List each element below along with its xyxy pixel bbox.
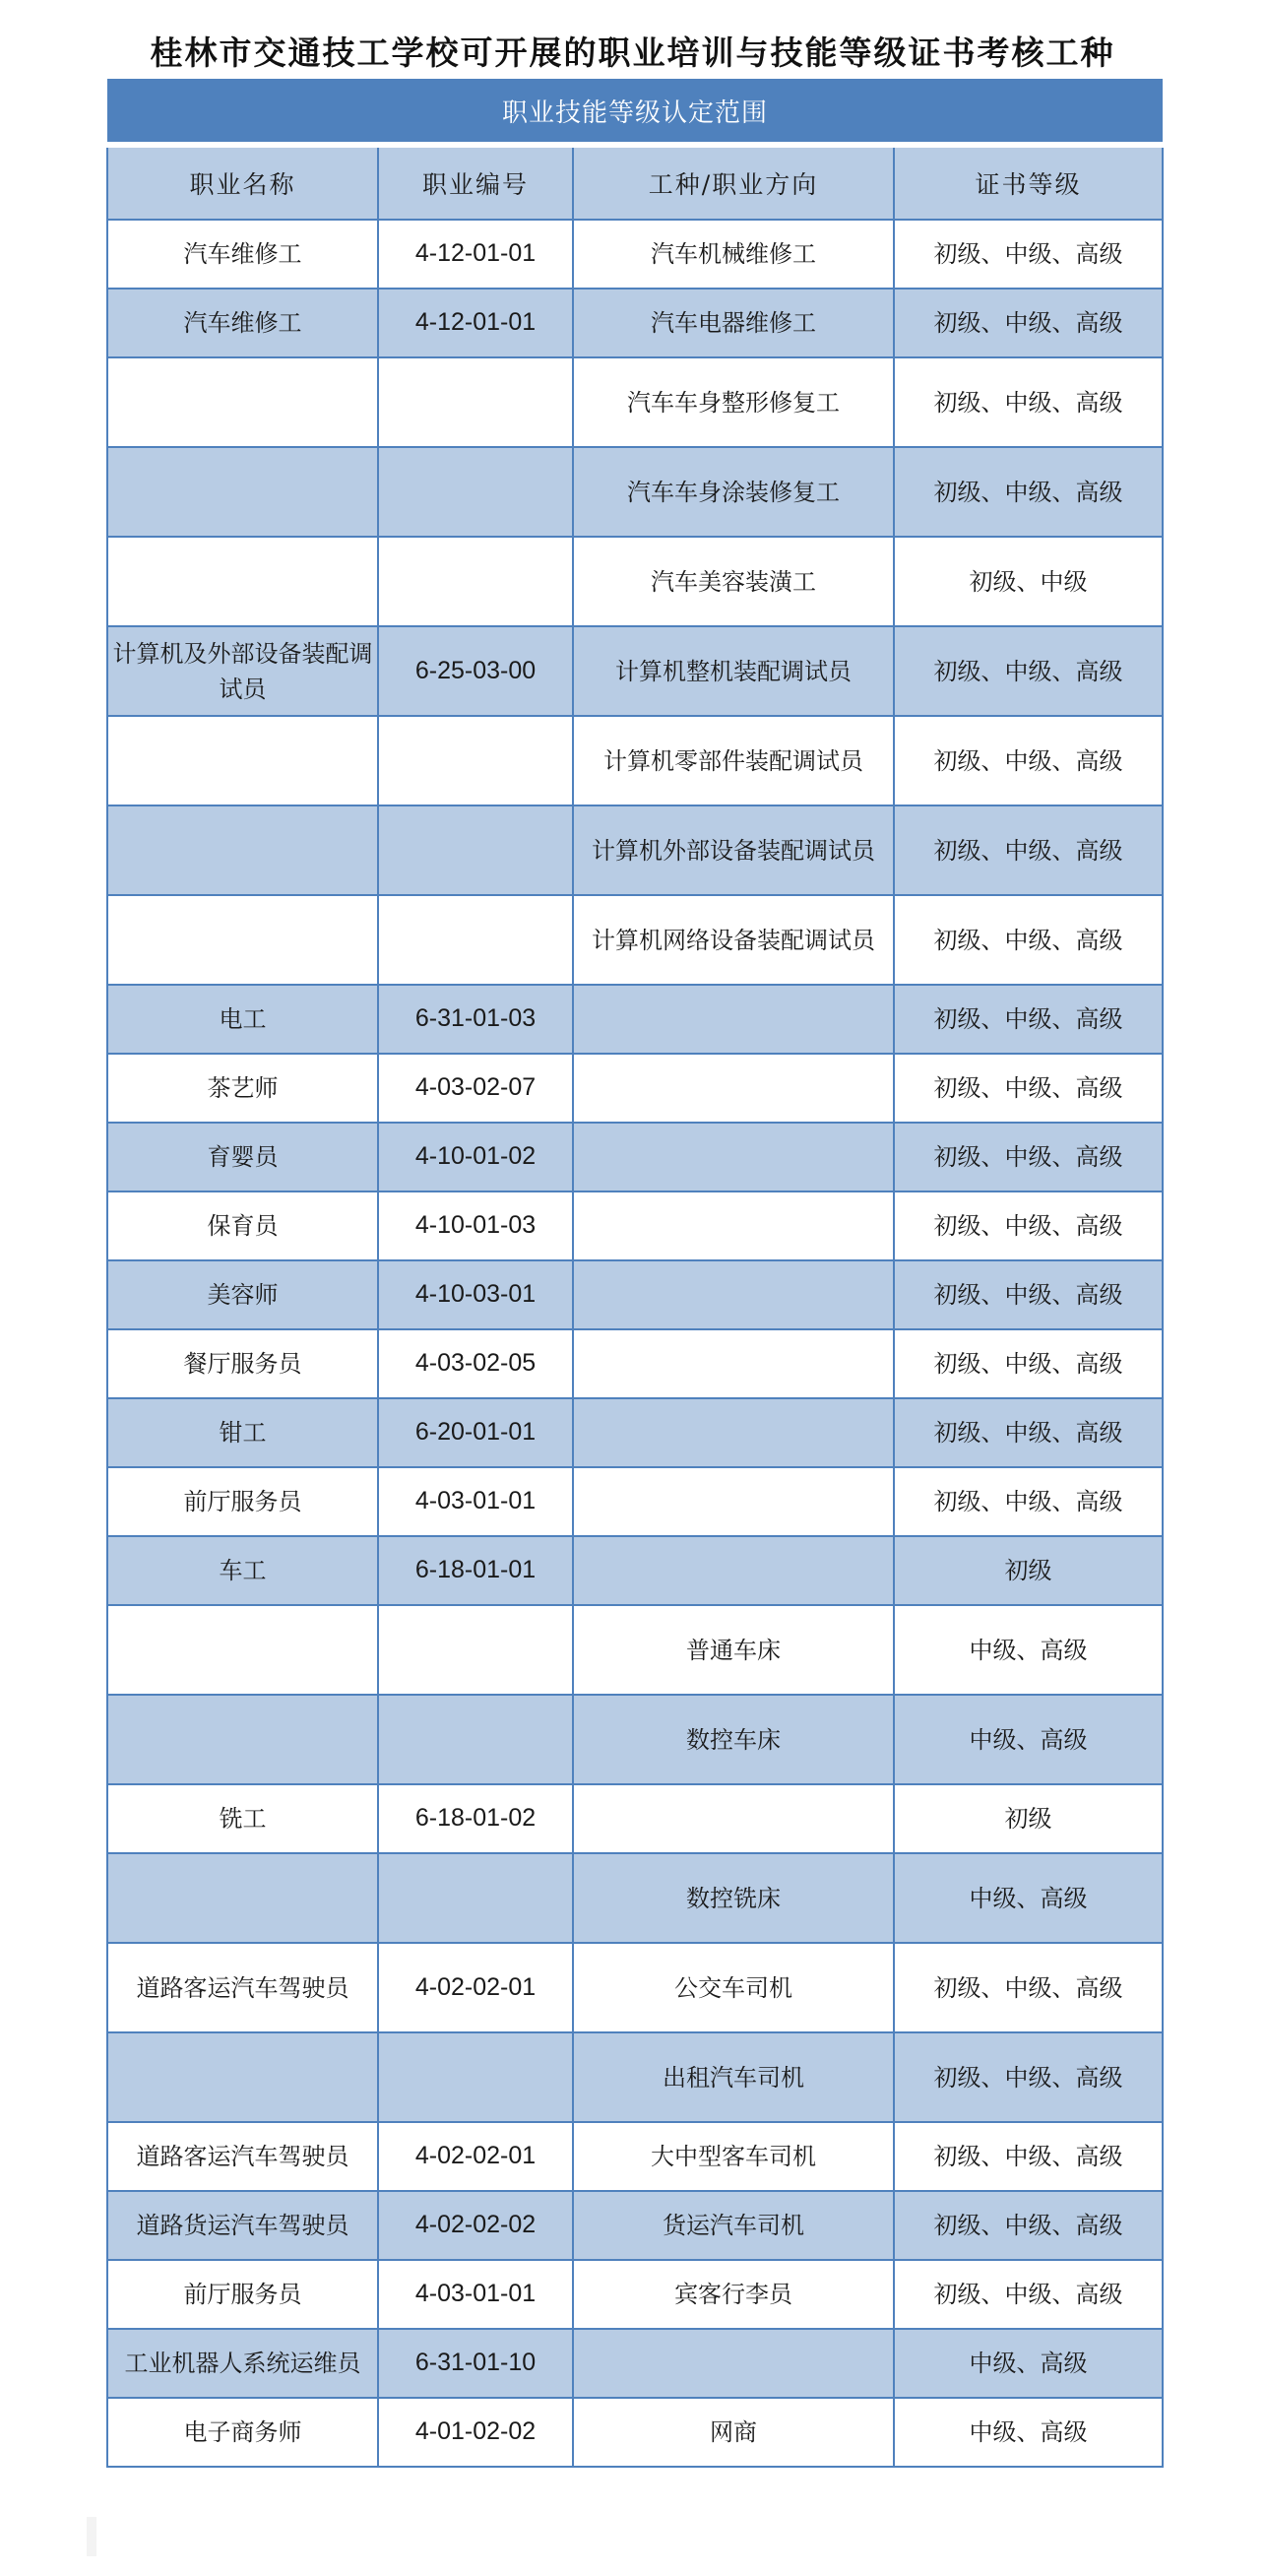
- table-row: [107, 1260, 1163, 1329]
- table-row: [107, 1853, 1163, 1943]
- cell-job-direction: 普通车床: [573, 1605, 894, 1695]
- cell-occupation-code: [378, 716, 573, 805]
- cell-certificate-level: 中级、高级: [894, 2329, 1163, 2398]
- table-row: [107, 537, 1163, 626]
- cell-occupation-code: [378, 357, 573, 447]
- cell-occupation-name: 汽车维修工: [107, 289, 378, 357]
- table-header-row: [107, 145, 1163, 220]
- cell-job-direction: 货运汽车司机: [573, 2191, 894, 2260]
- header-job-direction: 工种/职业方向: [573, 145, 894, 220]
- cell-occupation-code: 6-31-01-03: [378, 985, 573, 1054]
- cell-occupation-name: 铣工: [107, 1784, 378, 1853]
- cell-job-direction: [573, 1260, 894, 1329]
- cell-certificate-level: 初级、中级、高级: [894, 447, 1163, 537]
- table-row: [107, 220, 1163, 289]
- cell-occupation-name: 汽车维修工: [107, 220, 378, 289]
- table-row: [107, 2329, 1163, 2398]
- cell-certificate-level: 中级、高级: [894, 1853, 1163, 1943]
- cell-certificate-level: 中级、高级: [894, 1695, 1163, 1784]
- cell-certificate-level: 初级、中级、高级: [894, 1054, 1163, 1123]
- table-row: [107, 1695, 1163, 1784]
- table-row: [107, 1467, 1163, 1536]
- table-row: [107, 1191, 1163, 1260]
- cell-occupation-code: 4-02-02-01: [378, 2122, 573, 2191]
- cell-occupation-code: [378, 1695, 573, 1784]
- cell-certificate-level: 初级、中级、高级: [894, 985, 1163, 1054]
- header-occupation-code: 职业编号: [378, 145, 573, 220]
- table-row: [107, 1054, 1163, 1123]
- cell-job-direction: 大中型客车司机: [573, 2122, 894, 2191]
- cell-occupation-code: [378, 537, 573, 626]
- cell-occupation-code: 4-10-01-02: [378, 1123, 573, 1191]
- cell-occupation-name: [107, 805, 378, 895]
- cell-occupation-name: 道路客运汽车驾驶员: [107, 1943, 378, 2032]
- cell-certificate-level: 初级、中级、高级: [894, 220, 1163, 289]
- cell-job-direction: 数控铣床: [573, 1853, 894, 1943]
- cell-occupation-code: 6-18-01-01: [378, 1536, 573, 1605]
- cell-occupation-name: 道路客运汽车驾驶员: [107, 2122, 378, 2191]
- table-row: [107, 1784, 1163, 1853]
- cell-job-direction: [573, 1329, 894, 1398]
- cell-occupation-code: [378, 805, 573, 895]
- cell-occupation-code: 4-10-03-01: [378, 1260, 573, 1329]
- cell-certificate-level: 初级、中级、高级: [894, 1260, 1163, 1329]
- table-row: [107, 716, 1163, 805]
- cell-occupation-code: 4-12-01-01: [378, 289, 573, 357]
- cell-occupation-name: 美容师: [107, 1260, 378, 1329]
- cell-job-direction: [573, 1398, 894, 1467]
- certification-table: [106, 79, 1164, 2468]
- cell-job-direction: 出租汽车司机: [573, 2032, 894, 2122]
- cell-job-direction: 计算机网络设备装配调试员: [573, 895, 894, 985]
- table-row: [107, 2398, 1163, 2467]
- cell-job-direction: 数控车床: [573, 1695, 894, 1784]
- cell-certificate-level: 初级: [894, 1784, 1163, 1853]
- cell-occupation-name: 道路货运汽车驾驶员: [107, 2191, 378, 2260]
- cell-occupation-code: 4-03-02-07: [378, 1054, 573, 1123]
- cell-occupation-code: 4-12-01-01: [378, 220, 573, 289]
- table-row: [107, 2260, 1163, 2329]
- cell-job-direction: [573, 1191, 894, 1260]
- cell-job-direction: [573, 1054, 894, 1123]
- cell-occupation-name: 计算机及外部设备装配调试员: [107, 626, 378, 716]
- cell-occupation-name: 车工: [107, 1536, 378, 1605]
- cell-occupation-name: [107, 1695, 378, 1784]
- cell-occupation-name: 前厅服务员: [107, 2260, 378, 2329]
- cell-certificate-level: 初级、中级、高级: [894, 895, 1163, 985]
- table-row: [107, 895, 1163, 985]
- cell-occupation-name: [107, 537, 378, 626]
- cell-occupation-name: 保育员: [107, 1191, 378, 1260]
- cell-certificate-level: 初级、中级、高级: [894, 1398, 1163, 1467]
- cell-occupation-code: 6-31-01-10: [378, 2329, 573, 2398]
- cell-certificate-level: 初级、中级、高级: [894, 1467, 1163, 1536]
- cell-job-direction: 汽车车身整形修复工: [573, 357, 894, 447]
- cell-job-direction: 汽车电器维修工: [573, 289, 894, 357]
- table-row: [107, 1536, 1163, 1605]
- header-occupation-name: 职业名称: [107, 145, 378, 220]
- table-row: [107, 1329, 1163, 1398]
- cell-job-direction: 汽车机械维修工: [573, 220, 894, 289]
- cell-certificate-level: 初级、中级、高级: [894, 289, 1163, 357]
- cell-occupation-code: [378, 447, 573, 537]
- table-row: [107, 1605, 1163, 1695]
- cell-job-direction: [573, 1536, 894, 1605]
- cell-occupation-name: 电子商务师: [107, 2398, 378, 2467]
- cell-job-direction: 汽车美容装潢工: [573, 537, 894, 626]
- cell-occupation-name: 前厅服务员: [107, 1467, 378, 1536]
- table-row: [107, 447, 1163, 537]
- cell-occupation-code: 4-02-02-02: [378, 2191, 573, 2260]
- cell-job-direction: 宾客行李员: [573, 2260, 894, 2329]
- cell-occupation-name: [107, 447, 378, 537]
- page-edge-strip: [87, 2517, 96, 2556]
- cell-occupation-code: 4-03-02-05: [378, 1329, 573, 1398]
- cell-occupation-code: [378, 2032, 573, 2122]
- cell-occupation-name: [107, 716, 378, 805]
- table-banner-row: [107, 79, 1163, 145]
- cell-occupation-name: 茶艺师: [107, 1054, 378, 1123]
- cell-certificate-level: 初级、中级、高级: [894, 626, 1163, 716]
- cell-certificate-level: 初级、中级: [894, 537, 1163, 626]
- cell-occupation-name: [107, 895, 378, 985]
- cell-occupation-name: 电工: [107, 985, 378, 1054]
- cell-job-direction: [573, 1467, 894, 1536]
- cell-job-direction: [573, 1784, 894, 1853]
- header-certificate-level: 证书等级: [894, 145, 1163, 220]
- cell-job-direction: [573, 985, 894, 1054]
- cell-certificate-level: 初级、中级、高级: [894, 2032, 1163, 2122]
- cell-occupation-code: [378, 1605, 573, 1695]
- cell-certificate-level: 初级、中级、高级: [894, 1329, 1163, 1398]
- cell-job-direction: 汽车车身涂装修复工: [573, 447, 894, 537]
- cell-occupation-code: 4-02-02-01: [378, 1943, 573, 2032]
- cell-occupation-name: 工业机器人系统运维员: [107, 2329, 378, 2398]
- cell-occupation-name: [107, 2032, 378, 2122]
- cell-occupation-name: [107, 1605, 378, 1695]
- cell-occupation-code: [378, 895, 573, 985]
- cell-occupation-code: 4-01-02-02: [378, 2398, 573, 2467]
- cell-certificate-level: 初级、中级、高级: [894, 716, 1163, 805]
- cell-occupation-name: [107, 1853, 378, 1943]
- cell-job-direction: 计算机零部件装配调试员: [573, 716, 894, 805]
- cell-occupation-code: 4-10-01-03: [378, 1191, 573, 1260]
- cell-certificate-level: 初级、中级、高级: [894, 1943, 1163, 2032]
- table-row: [107, 2191, 1163, 2260]
- cell-job-direction: 网商: [573, 2398, 894, 2467]
- table-row: [107, 626, 1163, 716]
- cell-job-direction: 计算机外部设备装配调试员: [573, 805, 894, 895]
- cell-certificate-level: 初级、中级、高级: [894, 2122, 1163, 2191]
- table-row: [107, 805, 1163, 895]
- cell-certificate-level: 初级、中级、高级: [894, 1123, 1163, 1191]
- cell-occupation-code: [378, 1853, 573, 1943]
- table-row: [107, 1123, 1163, 1191]
- table-row: [107, 2032, 1163, 2122]
- cell-certificate-level: 中级、高级: [894, 2398, 1163, 2467]
- cell-certificate-level: 初级、中级、高级: [894, 805, 1163, 895]
- cell-occupation-code: 6-25-03-00: [378, 626, 573, 716]
- table-banner: 职业技能等级认定范围: [107, 79, 1163, 145]
- cell-certificate-level: 初级: [894, 1536, 1163, 1605]
- cell-occupation-name: 育婴员: [107, 1123, 378, 1191]
- cell-job-direction: 公交车司机: [573, 1943, 894, 2032]
- cell-occupation-code: 6-20-01-01: [378, 1398, 573, 1467]
- cell-occupation-name: 餐厅服务员: [107, 1329, 378, 1398]
- cell-occupation-code: 6-18-01-02: [378, 1784, 573, 1853]
- cell-occupation-name: [107, 357, 378, 447]
- table-row: [107, 1398, 1163, 1467]
- cell-occupation-code: 4-03-01-01: [378, 1467, 573, 1536]
- page-title: 桂林市交通技工学校可开展的职业培训与技能等级证书考核工种: [150, 33, 1115, 72]
- cell-occupation-code: 4-03-01-01: [378, 2260, 573, 2329]
- table-row: [107, 357, 1163, 447]
- cell-certificate-level: 初级、中级、高级: [894, 2191, 1163, 2260]
- table-row: [107, 1943, 1163, 2032]
- cell-certificate-level: 初级、中级、高级: [894, 2260, 1163, 2329]
- cell-job-direction: [573, 1123, 894, 1191]
- cell-job-direction: [573, 2329, 894, 2398]
- table-row: [107, 289, 1163, 357]
- cell-occupation-name: 钳工: [107, 1398, 378, 1467]
- table-row: [107, 2122, 1163, 2191]
- cell-certificate-level: 初级、中级、高级: [894, 1191, 1163, 1260]
- cell-certificate-level: 初级、中级、高级: [894, 357, 1163, 447]
- table-row: [107, 985, 1163, 1054]
- cell-job-direction: 计算机整机装配调试员: [573, 626, 894, 716]
- cell-certificate-level: 中级、高级: [894, 1605, 1163, 1695]
